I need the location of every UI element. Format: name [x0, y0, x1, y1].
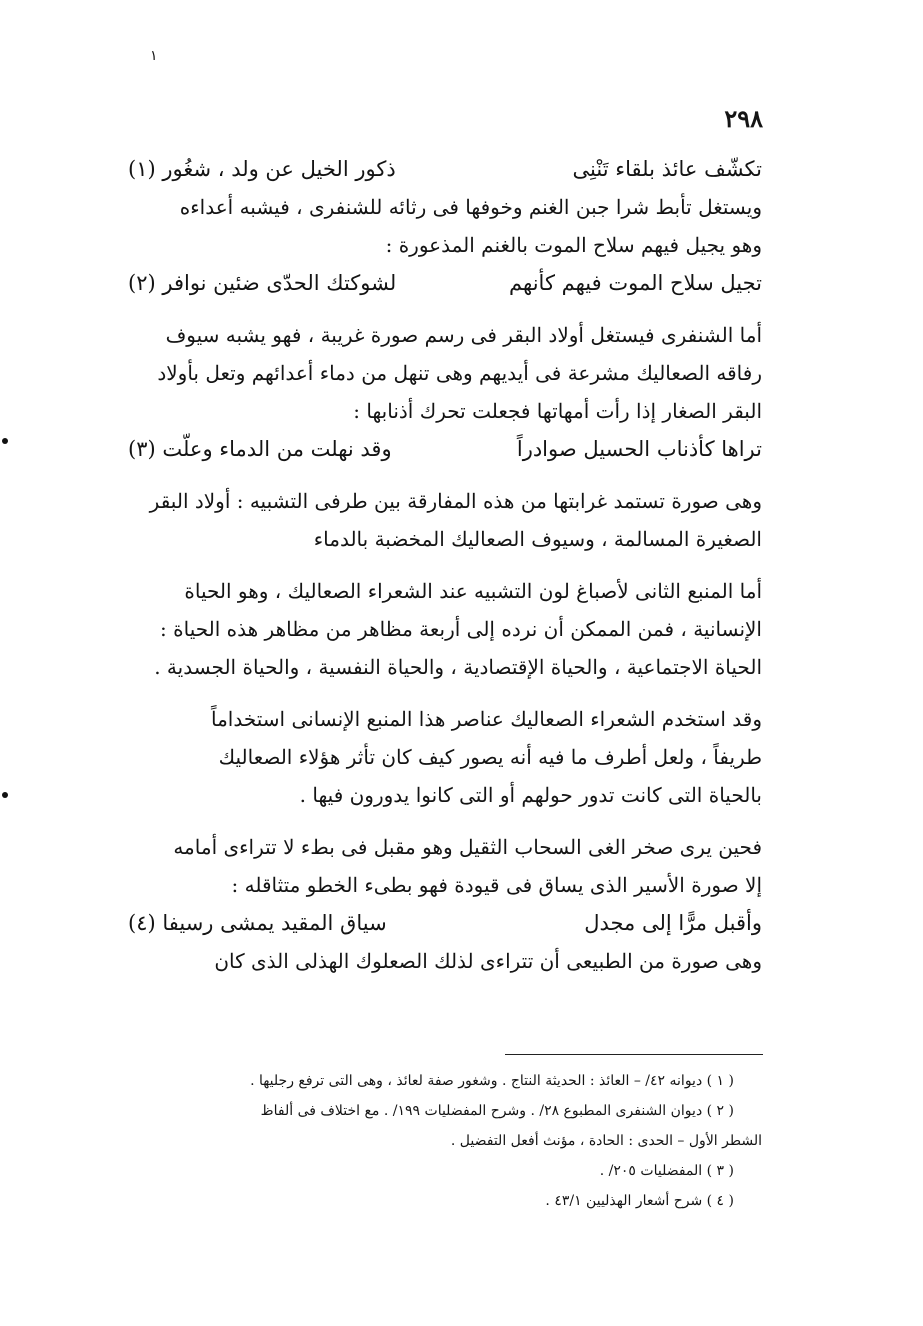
paragraph	[128, 316, 762, 430]
text-line: أما المنبع الثانى لأصباغ لون التشبيه عند الشعراء الصعاليك ، وهو الحياة	[184, 579, 762, 603]
verse-second-hemistich: سياق المقيد يمشى رسيفا (٤)	[128, 911, 387, 935]
paragraph	[128, 572, 762, 686]
text-line: أما الشنفرى فيستغل أولاد البقر فى رسم صورة غريبة ، فهو يشبه سيوف	[165, 323, 762, 347]
footnote: ( ٢ ) ديوان الشنفرى المطبوع ٢٨/ . وشرح المفضليات ١٩٩/ . مع اختلاف فى ألفاظ	[260, 1103, 734, 1119]
verse-first-hemistich: تراها كأذناب الحسيل صوادراً	[516, 437, 762, 461]
main-text	[128, 150, 762, 980]
verse-second-hemistich: لشوكتك الحدّى ضئين نوافر (٢)	[128, 271, 397, 295]
verse-second-hemistich: ذكور الخيل عن ولد ، شغُور (١)	[128, 157, 396, 181]
text-line: وقد استخدم الشعراء الصعاليك عناصر هذا المنبع الإنسانى استخداماً	[210, 707, 762, 731]
footnote: ( ٣ ) المفضليات ٢٠٥/ .	[599, 1163, 734, 1179]
verse-first-hemistich: وأقبل مرًّا إلى مجدل	[584, 911, 762, 935]
text-line: وهو يجيل فيهم سلاح الموت بالغنم المذعورة :	[385, 233, 762, 257]
text-line: ويستغل تأبط شرا جبن الغنم وخوفها فى رثائه للشنفرى ، فيشبه أعداءه	[179, 195, 762, 219]
text-line: إلا صورة الأسير الذى يساق فى قيودة فهو بطىء الخطو متثاقله :	[231, 873, 762, 897]
text-line: رفاقه الصعاليك مشرعة فى أيديهم وهى تنهل من دماء أعدائهم وتعل بأولاد	[157, 361, 762, 385]
text-line: بالحياة التى كانت تدور حولهم أو التى كانوا يدورون فيها .	[299, 783, 762, 807]
text-line: فحين يرى صخر الغى السحاب الثقيل وهو مقبل فى بطء لا تتراءى أمامه	[173, 835, 762, 859]
paragraph	[128, 828, 762, 904]
paragraph	[128, 188, 762, 264]
text-line: الإنسانية ، فمن الممكن أن نرده إلى أربعة مظاهر من مظاهر هذه الحياة :	[160, 617, 762, 641]
margin-dot	[2, 792, 8, 798]
verse-line	[128, 430, 762, 468]
footnote-continuation: الشطر الأول – الحدى : الحادة ، مؤنث أفعل التفضيل .	[450, 1133, 762, 1149]
text-line: وهى صورة تستمد غرابتها من هذه المفارقة بين طرفى التشبيه : أولاد البقر	[149, 489, 762, 513]
footnote: ( ٤ ) شرح أشعار الهذليين ٤٣/١ .	[545, 1193, 734, 1209]
paragraph	[128, 482, 762, 558]
corner-mark: ١	[150, 48, 158, 64]
verse-first-hemistich: تكشّف عائذ بلقاء تَنْنِى	[572, 157, 762, 181]
footnotes	[128, 1066, 762, 1216]
text-line: طريفاً ، ولعل أطرف ما فيه أنه يصور كيف كان تأثر هؤلاء الصعاليك	[218, 745, 762, 769]
verse-line	[128, 264, 762, 302]
verse-first-hemistich: تجيل سلاح الموت فيهم كأنهم	[509, 271, 762, 295]
paragraph	[128, 942, 762, 980]
margin-dot	[2, 438, 8, 444]
paragraph	[128, 700, 762, 814]
verse-line	[128, 904, 762, 942]
text-line: الصغيرة المسالمة ، وسيوف الصعاليك المخضبة بالدماء	[313, 527, 762, 551]
verse-second-hemistich: وقد نهلت من الدماء وعلّت (٣)	[128, 437, 392, 461]
text-line: الحياة الاجتماعية ، والحياة الإقتصادية ، والحياة النفسية ، والحياة الجسدية .	[154, 655, 762, 679]
footnote-divider	[505, 1054, 763, 1055]
page-number: ٢٩٨	[724, 104, 763, 133]
text-line: البقر الصغار إذا رأت أمهاتها فجعلت تحرك أذنابها :	[353, 399, 762, 423]
footnote: ( ١ ) ديوانه ٤٢/ – العائذ : الحديثة النتاج . وشغور صفة لعائذ ، وهى التى ترفع رجليها .	[250, 1073, 734, 1089]
text-line: وهى صورة من الطبيعى أن تتراءى لذلك الصعلوك الهذلى الذى كان	[214, 949, 762, 973]
verse-line	[128, 150, 762, 188]
